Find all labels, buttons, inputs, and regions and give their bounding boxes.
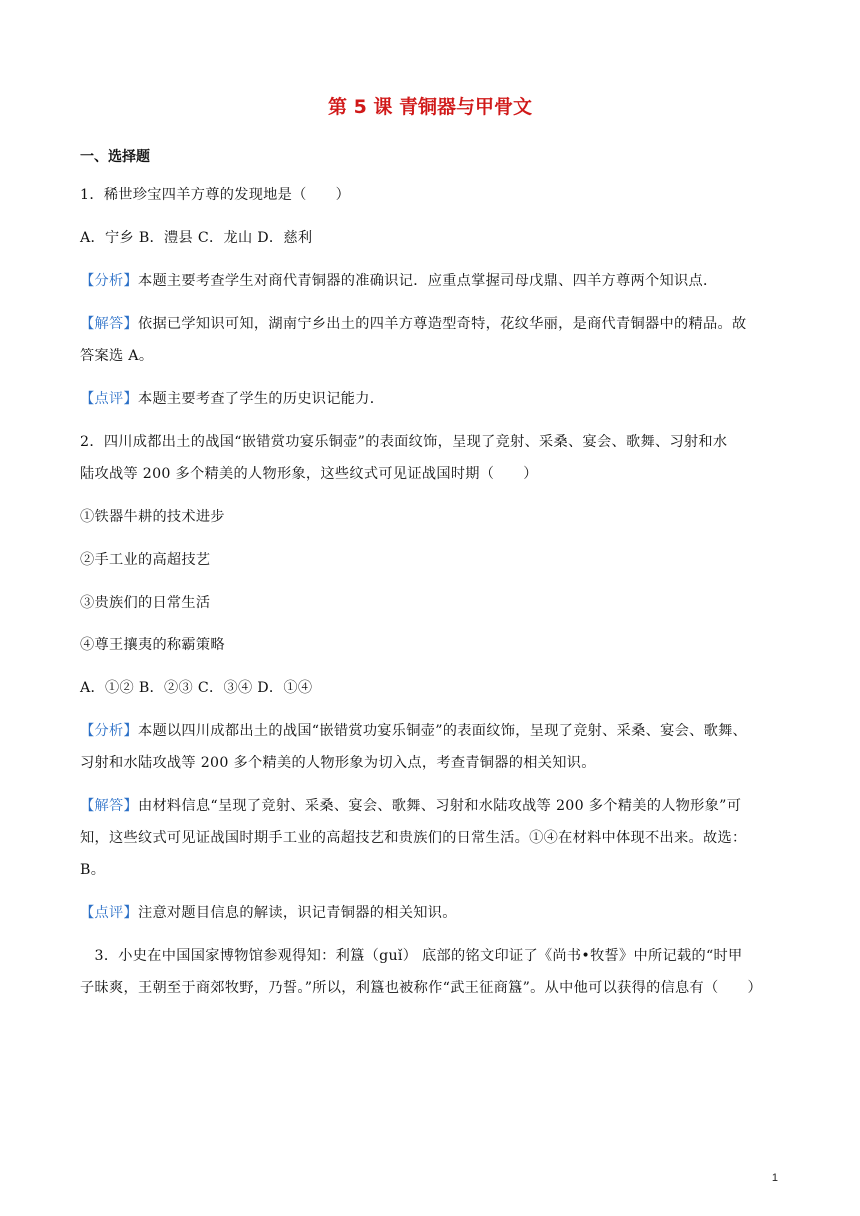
q2-item-2: ②手工业的高超技艺 [80, 552, 211, 568]
page-number: 1 [771, 1172, 778, 1184]
q2-answer [80, 793, 780, 820]
analysis-tag: 【分析】 [80, 273, 138, 289]
q2-analysis-line1: 本题以四川成都出土的战国“嵌错赏功宴乐铜壶”的表面纹饰，呈现了竞射、采桑、宴会、歌舞、 [137, 723, 748, 739]
comment-tag: 【点评】 [80, 391, 138, 407]
q2-analysis-line2: 习射和水陆攻战等 200 多个精美的人物形象为切入点，考查青铜器的相关知识。 [80, 755, 596, 771]
q2-options: A．①② B．②③ C．③④ D．①④ [80, 680, 313, 696]
q2-answer-line2: 知，这些纹式可见证战国时期手工业的高超技艺和贵族们的日常生活。①④在材料中体现不出来。故选： [80, 830, 747, 846]
q1-analysis-text: 本题主要考查学生对商代青铜器的准确识记．应重点掌握司母戊鼎、四羊方尊两个知识点． [137, 273, 718, 289]
q1-analysis [80, 268, 780, 295]
q1-answer-line2: 答案选 A。 [80, 348, 154, 364]
analysis-tag: 【分析】 [80, 723, 138, 739]
q1-options: A．宁乡 B．澧县 C．龙山 D．慈利 [80, 230, 313, 246]
q1-comment [80, 386, 780, 413]
q3-stem-line2: 子昧爽，王朝至于商郊牧野，乃誓。”所以，利簋也被称作“武王征商簋”。从中他可以获得的信息有（ ） [80, 980, 762, 996]
q2-answer-line3: B。 [80, 862, 106, 878]
q2-item-1: ①铁器牛耕的技术进步 [80, 509, 225, 525]
q2-comment [80, 900, 780, 927]
q2-comment-text: 注意对题目信息的解读，识记青铜器的相关知识。 [137, 905, 457, 921]
q2-item-3: ③贵族们的日常生活 [80, 595, 211, 611]
q2-stem-line2: 陆攻战等 200 多个精美的人物形象，这些纹式可见证战国时期（ ） [80, 466, 538, 482]
page-title: 第 5 课 青铜器与甲骨文 [327, 96, 533, 118]
q1-answer [80, 311, 780, 338]
q2-answer-line1: 由材料信息“呈现了竞射、采桑、宴会、歌舞、习射和水陆攻战等 200 多个精美的人物形象”可 [137, 798, 742, 814]
q2-stem-line1: 2．四川成都出土的战国“嵌错赏功宴乐铜壶”的表面纹饰，呈现了竞射、采桑、宴会、歌舞、习射和水 [80, 434, 728, 450]
answer-tag: 【解答】 [80, 316, 138, 332]
q1-stem: 1．稀世珍宝四羊方尊的发现地是（ ） [80, 187, 351, 203]
q1-answer-line1: 依据已学知识可知，湖南宁乡出土的四羊方尊造型奇特，花纹华丽，是商代青铜器中的精品。故 [137, 316, 747, 332]
q3-stem-line1: 3．小史在中国国家博物馆参观得知：利簋（guǐ） 底部的铭文印证了《尚书•牧誓》中所记载的“时甲 [80, 948, 743, 964]
q2-item-4: ④尊王攘夷的称霸策略 [80, 637, 225, 653]
section-heading: 一、选择题 [80, 149, 150, 165]
q2-analysis [80, 718, 780, 745]
comment-tag: 【点评】 [80, 905, 138, 921]
answer-tag: 【解答】 [80, 798, 138, 814]
q1-comment-text: 本题主要考查了学生的历史识记能力． [137, 391, 385, 407]
